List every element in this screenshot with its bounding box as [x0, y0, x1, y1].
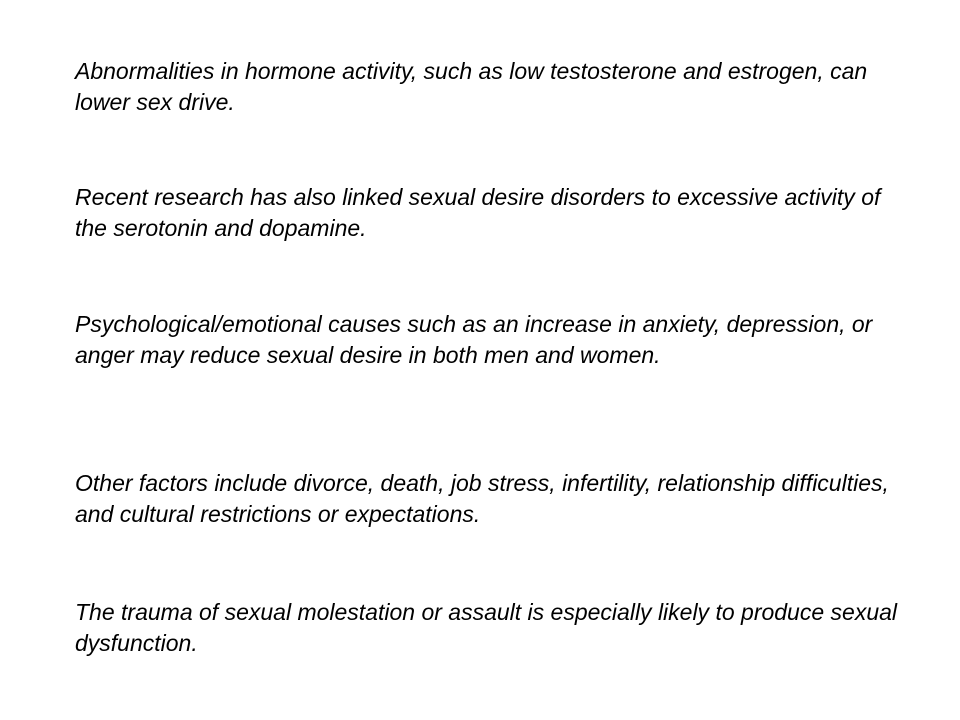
paragraph-psychological: Psychological/emotional causes such as an increase in anxiety, depression, or anger may reduce sexual desire in both men and women. — [75, 311, 873, 368]
paragraph-hormones: Abnormalities in hormone activity, such as low testosterone and estrogen, can lower sex drive. — [75, 58, 868, 115]
paragraph-research: Recent research has also linked sexual desire disorders to excessive activity of the serotonin and dopamine. — [75, 184, 881, 241]
paragraph-other-factors: Other factors include divorce, death, job stress, infertility, relationship difficulties, and cultural restrictions or expectations. — [75, 470, 889, 527]
paragraph-trauma: The trauma of sexual molestation or assault is especially likely to produce sexual dysfunction. — [75, 599, 898, 656]
